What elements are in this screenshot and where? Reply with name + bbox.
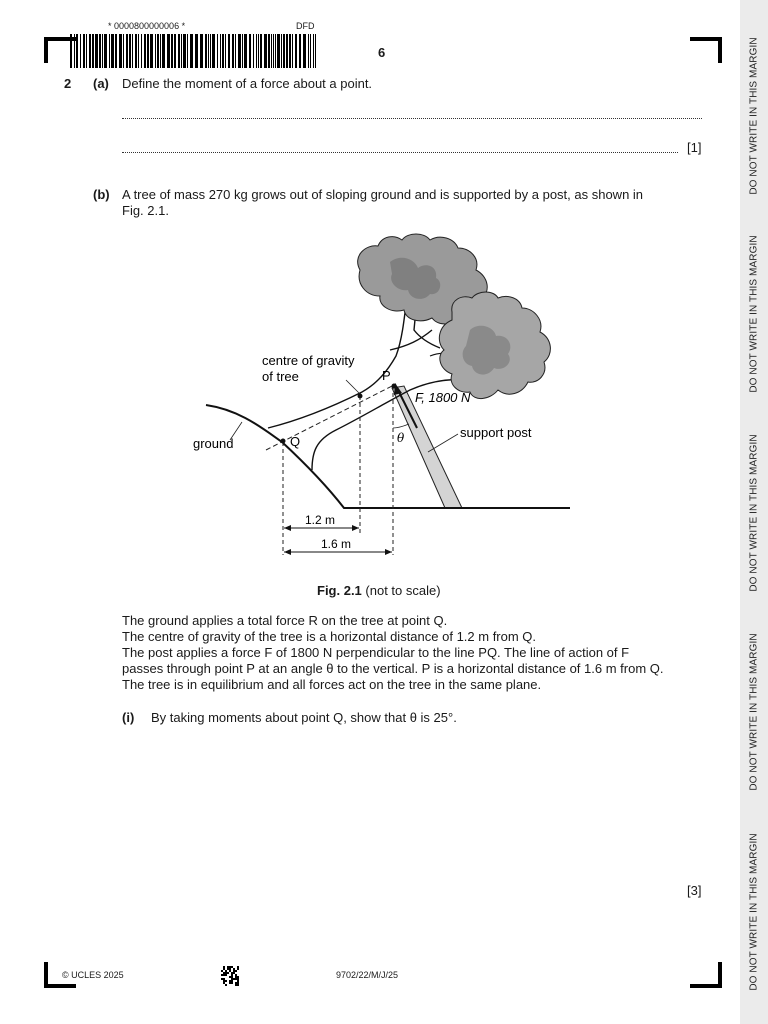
- part-b-text-line1: A tree of mass 270 kg grows out of sloping ground and is supported by a post, as shown in: [122, 187, 644, 202]
- label-theta: θ: [397, 431, 405, 445]
- figure-caption: Fig. 2.1 (not to scale): [317, 583, 441, 598]
- point-q: [281, 439, 286, 444]
- marks-a: [1]: [687, 140, 702, 155]
- part-b-text-line2: Fig. 2.1.: [122, 203, 169, 218]
- corner-mark-bottom-left: [44, 984, 76, 988]
- marks-i: [3]: [687, 883, 702, 898]
- label-ground: ground: [193, 436, 234, 451]
- part-b-label: (b): [93, 187, 110, 202]
- part-a-text: Define the moment of a force about a point.: [122, 76, 373, 91]
- point-cog: [358, 394, 363, 399]
- post-leader: [428, 434, 458, 452]
- paper-code: 9702/22/M/J/25: [336, 970, 399, 980]
- question-number: 2: [64, 76, 72, 91]
- para-line-5: The tree is in equilibrium and all forces act on the tree in the same plane.: [122, 677, 542, 692]
- line-pq: [266, 384, 396, 450]
- para-line-4: passes through point P at an angle θ to the vertical. P is a horizontal distance of 1.6 m from Q.: [122, 661, 664, 676]
- label-q: Q: [290, 434, 301, 449]
- cog-leader: [346, 380, 360, 394]
- para-line-2: The centre of gravity of the tree is a horizontal distance of 1.2 m from Q.: [122, 629, 537, 644]
- part-a-label: (a): [93, 76, 109, 91]
- part-i-text: By taking moments about point Q, show that θ is 25°.: [151, 710, 457, 725]
- label-cog-1: centre of gravity: [262, 353, 355, 368]
- ground-line: [206, 405, 570, 508]
- label-cog-2: of tree: [262, 369, 299, 384]
- label-p: P: [382, 368, 391, 383]
- corner-mark-bottom-left: [44, 962, 48, 988]
- para-line-1: The ground applies a total force R on the tree at point Q.: [122, 613, 448, 628]
- dim-long: 1.6 m: [321, 537, 352, 551]
- barcode-text: * 0000800000006 *: [108, 21, 186, 31]
- qr-code: [221, 966, 239, 986]
- label-force: F, 1800 N: [415, 390, 471, 405]
- answer-space-i[interactable]: [150, 740, 700, 880]
- label-post: support post: [460, 425, 532, 440]
- corner-mark-bottom-right: [718, 962, 722, 988]
- dim-short: 1.2 m: [305, 513, 336, 527]
- theta-arc: [393, 424, 409, 428]
- copyright: © UCLES 2025: [62, 970, 124, 980]
- para-line-3: The post applies a force F of 1800 N perpendicular to the line PQ. The line of action of F: [122, 645, 630, 660]
- dfd-code: DFD: [296, 21, 315, 31]
- page-number: 6: [378, 45, 386, 60]
- part-i-label: (i): [122, 710, 135, 725]
